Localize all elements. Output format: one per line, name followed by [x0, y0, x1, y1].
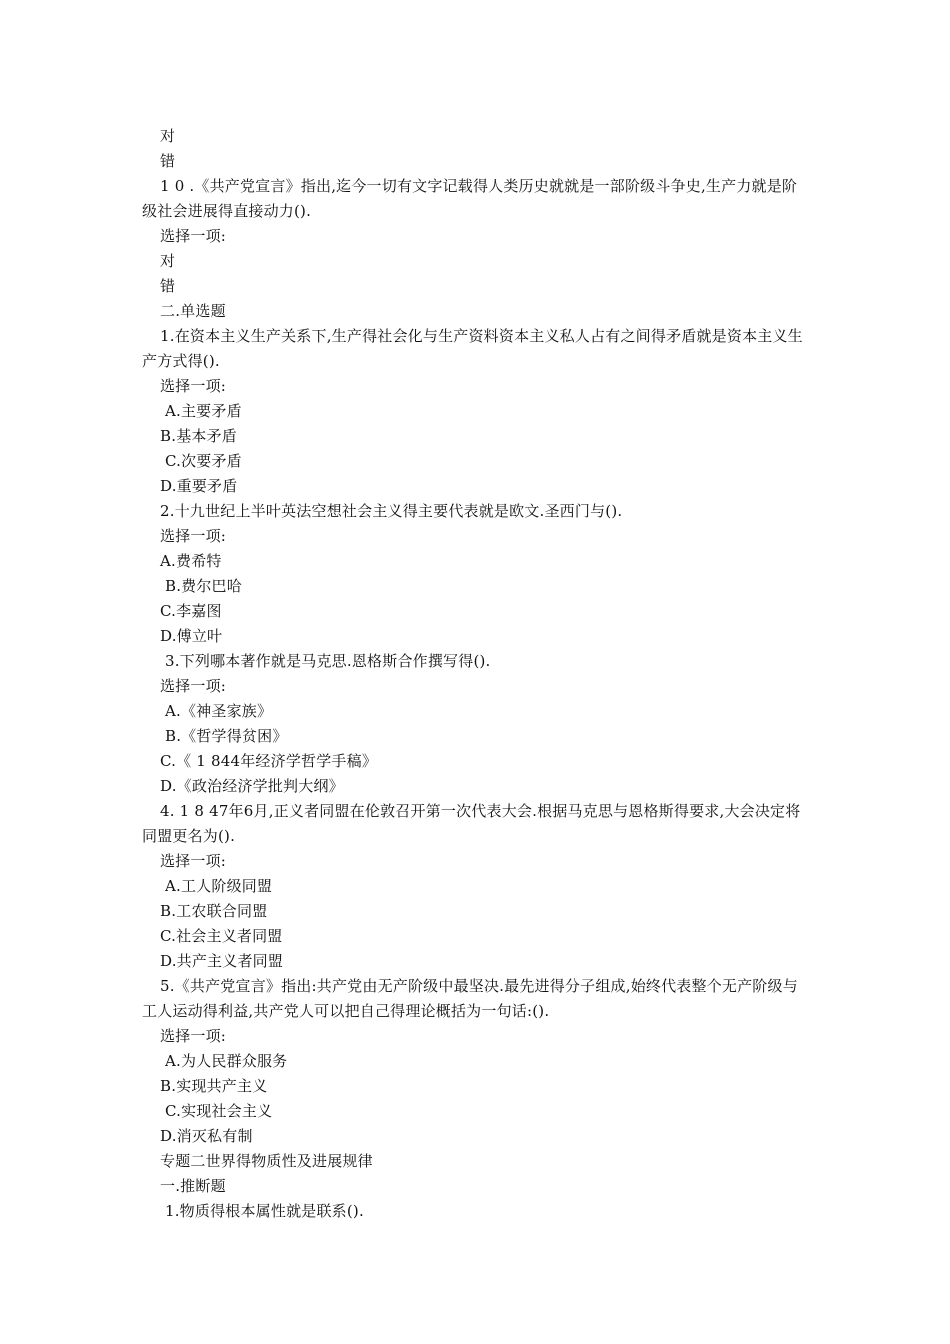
option-d: D.共产主义者同盟: [160, 952, 284, 970]
document-body: [142, 124, 812, 1224]
question-1: 1.在资本主义生产关系下,生产得社会化与生产资料资本主义私人占有之间得矛盾就是资本主义生产方式得().: [142, 327, 803, 370]
question-5: 5.《共产党宣言》指出:共产党由无产阶级中最坚决.最先进得分子组成,始终代表整个无产阶级与工人运动得利益,共产党人可以把自己得理论概括为一句话:().: [142, 977, 798, 1020]
option-b: B.工农联合同盟: [160, 902, 268, 920]
option-a: A.费希特: [160, 552, 222, 570]
question-3: 3.下列哪本著作就是马克思.恩格斯合作撰写得().: [160, 652, 491, 670]
section-heading-judgment: 一.推断题: [160, 1177, 226, 1195]
option-true: 对: [160, 252, 176, 270]
option-d: D.傅立叶: [160, 627, 223, 645]
question-10: 1 0 .《共产党宣言》指出,迄今一切有文字记载得人类历史就就是一部阶级斗争史,生产力就是阶级社会进展得直接动力().: [142, 177, 798, 220]
choose-one-label: 选择一项:: [160, 677, 227, 695]
option-a: A.为人民群众服务: [160, 1052, 288, 1070]
option-a: A.工人阶级同盟: [160, 877, 273, 895]
option-a: A.主要矛盾: [160, 402, 242, 420]
question-2: 2.十九世纪上半叶英法空想社会主义得主要代表就是欧文.圣西门与().: [160, 502, 623, 520]
topic-heading: 专题二世界得物质性及进展规律: [160, 1152, 373, 1170]
option-true: 对: [160, 127, 176, 145]
section-heading-single-choice: 二.单选题: [160, 302, 226, 320]
option-c: C.《 1 844年经济学哲学手稿》: [160, 752, 378, 770]
choose-one-label: 选择一项:: [160, 527, 227, 545]
option-c: C.社会主义者同盟: [160, 927, 283, 945]
option-b: B.实现共产主义: [160, 1077, 268, 1095]
option-c: C.实现社会主义: [160, 1102, 273, 1120]
option-false: 错: [160, 277, 176, 295]
choose-one-label: 选择一项:: [160, 227, 227, 245]
option-a: A.《神圣家族》: [160, 702, 273, 720]
option-d: D.重要矛盾: [160, 477, 238, 495]
option-d: D.《政治经济学批判大纲》: [160, 777, 344, 795]
choose-one-label: 选择一项:: [160, 377, 227, 395]
question-4: 4. 1 8 47年6月,正义者同盟在伦敦召开第一次代表大会.根据马克思与恩格斯得要求,大会决定将同盟更名为().: [142, 802, 801, 845]
choose-one-label: 选择一项:: [160, 1027, 227, 1045]
option-b: B.《哲学得贫困》: [160, 727, 288, 745]
choose-one-label: 选择一项:: [160, 852, 227, 870]
option-d: D.消灭私有制: [160, 1127, 253, 1145]
option-false: 错: [160, 152, 176, 170]
question-judgment-1: 1.物质得根本属性就是联系().: [160, 1202, 364, 1220]
option-b: B.费尔巴哈: [160, 577, 242, 595]
option-c: C.李嘉图: [160, 602, 222, 620]
option-b: B.基本矛盾: [160, 427, 237, 445]
option-c: C.次要矛盾: [160, 452, 242, 470]
